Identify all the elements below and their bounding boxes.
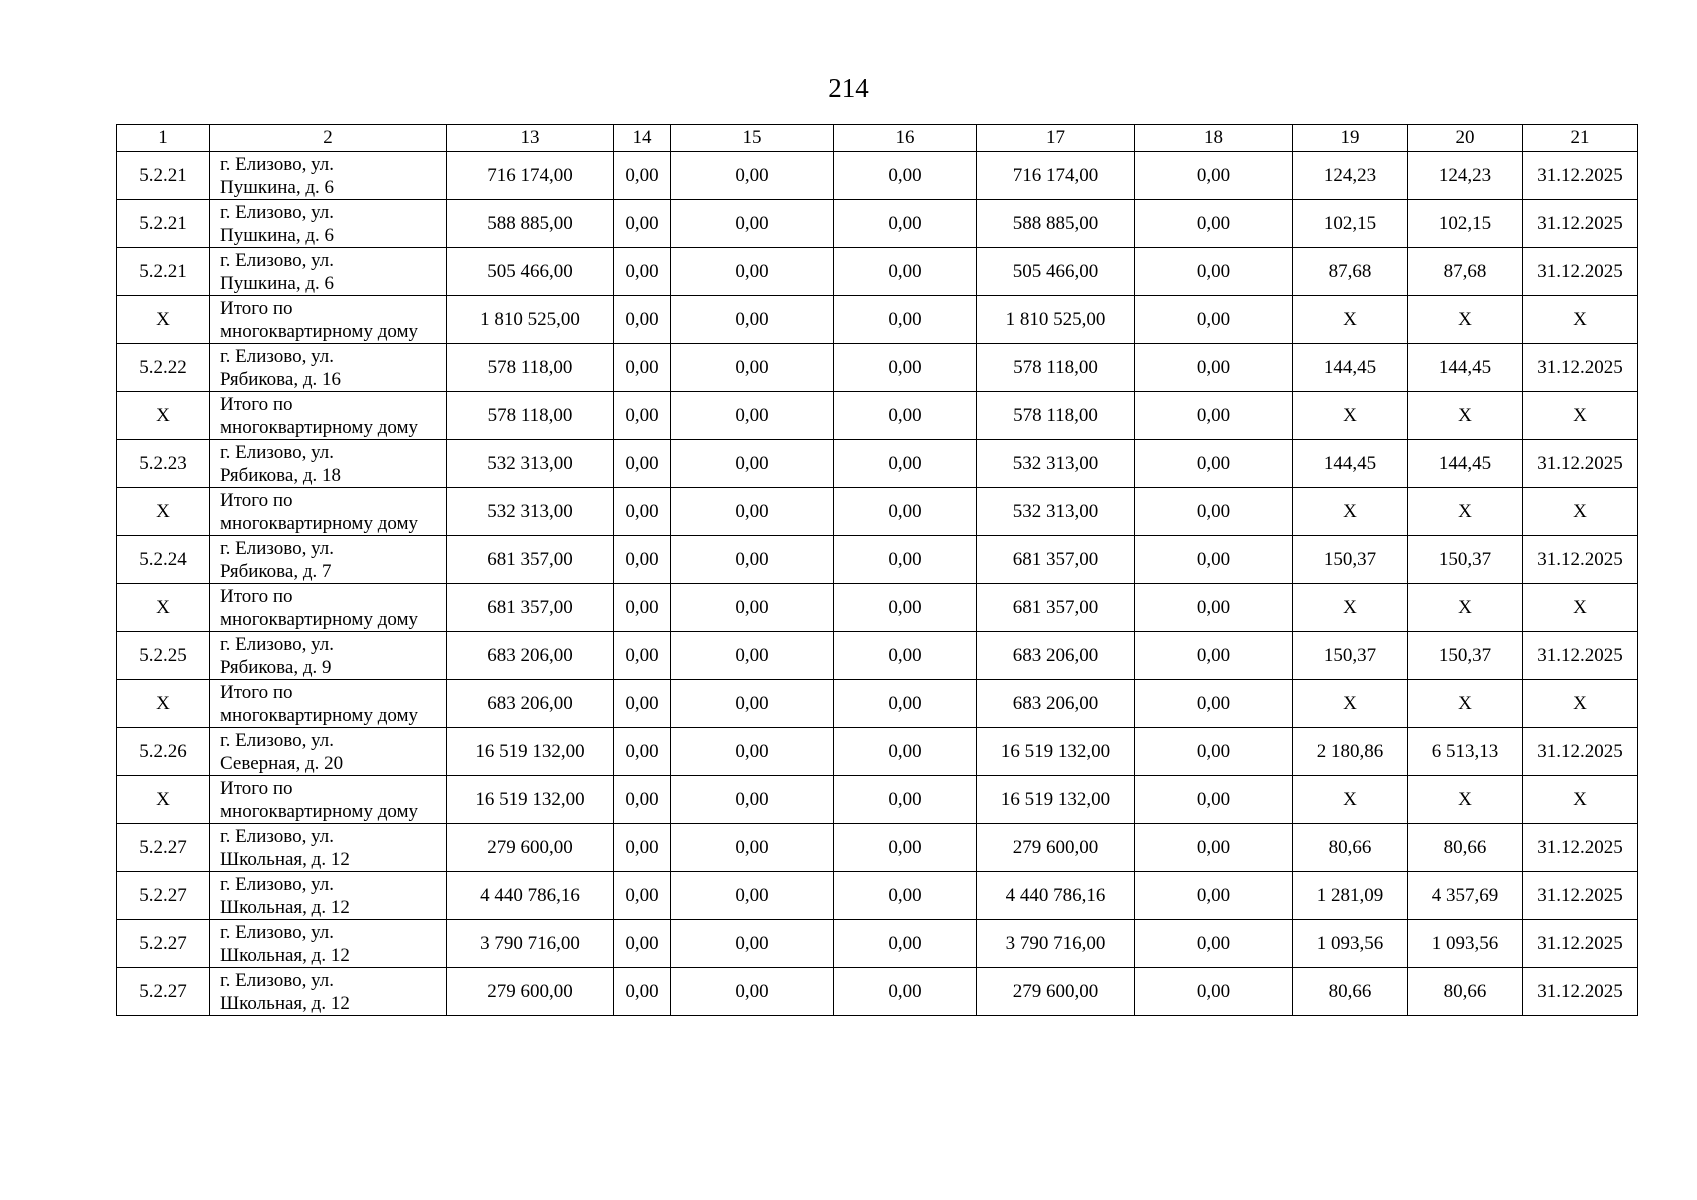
col13-cell: 716 174,00 (447, 152, 614, 200)
col17-cell: 505 466,00 (977, 248, 1135, 296)
address-line-2: Рябикова, д. 9 (220, 656, 332, 678)
row-number-cell: 5.2.27 (117, 920, 210, 968)
col20-cell: Х (1408, 584, 1523, 632)
col19-cell: Х (1293, 392, 1408, 440)
col14-cell: 0,00 (614, 920, 671, 968)
col21-cell: Х (1523, 392, 1638, 440)
address-cell (210, 440, 447, 488)
col21-cell: 31.12.2025 (1523, 536, 1638, 584)
col16-cell: 0,00 (834, 824, 977, 872)
col17-cell: 3 790 716,00 (977, 920, 1135, 968)
address-line-2: многоквартирному дому (220, 608, 419, 630)
address-line-1: г. Елизово, ул. (220, 201, 335, 223)
col17-cell: 279 600,00 (977, 824, 1135, 872)
col17-cell: 16 519 132,00 (977, 728, 1135, 776)
col18-cell: 0,00 (1135, 344, 1293, 392)
address-line-1: Итого по (220, 393, 293, 415)
col18-cell: 0,00 (1135, 872, 1293, 920)
col15-cell: 0,00 (671, 392, 834, 440)
col19-cell: 1 093,56 (1293, 920, 1408, 968)
address-line-1: Итого по (220, 681, 293, 703)
col21-cell: 31.12.2025 (1523, 632, 1638, 680)
col19-cell: Х (1293, 584, 1408, 632)
table-row (117, 872, 1638, 920)
col17-cell: 1 810 525,00 (977, 296, 1135, 344)
col18-cell: 0,00 (1135, 584, 1293, 632)
table-row (117, 776, 1638, 824)
col16-cell: 0,00 (834, 920, 977, 968)
address-cell (210, 968, 447, 1016)
col17-cell: 683 206,00 (977, 632, 1135, 680)
col13-cell: 588 885,00 (447, 200, 614, 248)
address-cell (210, 296, 447, 344)
table-row (117, 920, 1638, 968)
table-row (117, 392, 1638, 440)
address-line-2: Пушкина, д. 6 (220, 272, 335, 294)
col15-cell: 0,00 (671, 488, 834, 536)
col20-cell: 102,15 (1408, 200, 1523, 248)
table-row (117, 488, 1638, 536)
col15-cell: 0,00 (671, 584, 834, 632)
table-row (117, 536, 1638, 584)
address-line-1: г. Елизово, ул. (220, 825, 335, 847)
col15-cell: 0,00 (671, 248, 834, 296)
table-row (117, 440, 1638, 488)
table-row (117, 584, 1638, 632)
row-number-cell: 5.2.21 (117, 200, 210, 248)
address-cell (210, 824, 447, 872)
row-number-cell: Х (117, 584, 210, 632)
col13-cell: 16 519 132,00 (447, 776, 614, 824)
address-cell (210, 680, 447, 728)
col13-cell: 532 313,00 (447, 488, 614, 536)
row-number-cell: 5.2.26 (117, 728, 210, 776)
col17-cell: 532 313,00 (977, 440, 1135, 488)
col18-cell: 0,00 (1135, 632, 1293, 680)
col21-cell: Х (1523, 680, 1638, 728)
col18-cell: 0,00 (1135, 536, 1293, 584)
address-line-2: Школьная, д. 12 (220, 896, 350, 918)
col21-cell: 31.12.2025 (1523, 968, 1638, 1016)
col18-cell: 0,00 (1135, 776, 1293, 824)
column-header: 1 (117, 125, 210, 152)
col19-cell: 2 180,86 (1293, 728, 1408, 776)
col19-cell: 144,45 (1293, 344, 1408, 392)
col13-cell: 683 206,00 (447, 632, 614, 680)
col13-cell: 532 313,00 (447, 440, 614, 488)
col18-cell: 0,00 (1135, 248, 1293, 296)
col15-cell: 0,00 (671, 680, 834, 728)
col20-cell: 80,66 (1408, 968, 1523, 1016)
address-line-2: многоквартирному дому (220, 416, 419, 438)
col16-cell: 0,00 (834, 392, 977, 440)
col20-cell: Х (1408, 296, 1523, 344)
col17-cell: 16 519 132,00 (977, 776, 1135, 824)
table-row (117, 248, 1638, 296)
col15-cell: 0,00 (671, 440, 834, 488)
address-line-2: многоквартирному дому (220, 704, 419, 726)
address-line-2: Пушкина, д. 6 (220, 224, 335, 246)
col17-cell: 578 118,00 (977, 344, 1135, 392)
address-line-1: Итого по (220, 297, 293, 319)
address-line-2: Северная, д. 20 (220, 752, 344, 774)
address-line-1: г. Елизово, ул. (220, 249, 335, 271)
col21-cell: Х (1523, 488, 1638, 536)
col17-cell: 681 357,00 (977, 536, 1135, 584)
column-header: 14 (614, 125, 671, 152)
col18-cell: 0,00 (1135, 200, 1293, 248)
column-header: 15 (671, 125, 834, 152)
col21-cell: 31.12.2025 (1523, 440, 1638, 488)
col17-cell: 716 174,00 (977, 152, 1135, 200)
col14-cell: 0,00 (614, 728, 671, 776)
col13-cell: 4 440 786,16 (447, 872, 614, 920)
address-cell (210, 920, 447, 968)
address-line-1: г. Елизово, ул. (220, 729, 335, 751)
col15-cell: 0,00 (671, 728, 834, 776)
col16-cell: 0,00 (834, 968, 977, 1016)
col20-cell: 144,45 (1408, 440, 1523, 488)
col19-cell: 80,66 (1293, 968, 1408, 1016)
col15-cell: 0,00 (671, 152, 834, 200)
col15-cell: 0,00 (671, 920, 834, 968)
col20-cell: 150,37 (1408, 632, 1523, 680)
address-line-1: г. Елизово, ул. (220, 873, 335, 895)
address-line-1: г. Елизово, ул. (220, 921, 335, 943)
col14-cell: 0,00 (614, 200, 671, 248)
col18-cell: 0,00 (1135, 968, 1293, 1016)
col15-cell: 0,00 (671, 776, 834, 824)
col13-cell: 3 790 716,00 (447, 920, 614, 968)
col19-cell: Х (1293, 680, 1408, 728)
address-cell (210, 536, 447, 584)
table-row (117, 824, 1638, 872)
col20-cell: 124,23 (1408, 152, 1523, 200)
col14-cell: 0,00 (614, 296, 671, 344)
column-header: 2 (210, 125, 447, 152)
col15-cell: 0,00 (671, 200, 834, 248)
row-number-cell: Х (117, 776, 210, 824)
row-number-cell: Х (117, 488, 210, 536)
col19-cell: Х (1293, 296, 1408, 344)
row-number-cell: Х (117, 392, 210, 440)
table-row (117, 152, 1638, 200)
col21-cell: 31.12.2025 (1523, 728, 1638, 776)
col14-cell: 0,00 (614, 680, 671, 728)
col20-cell: Х (1408, 680, 1523, 728)
page-number: 214 (828, 73, 869, 103)
address-line-1: г. Елизово, ул. (220, 441, 335, 463)
col19-cell: 102,15 (1293, 200, 1408, 248)
col16-cell: 0,00 (834, 872, 977, 920)
col14-cell: 0,00 (614, 344, 671, 392)
col15-cell: 0,00 (671, 872, 834, 920)
address-cell (210, 392, 447, 440)
row-number-cell: 5.2.27 (117, 872, 210, 920)
column-header: 16 (834, 125, 977, 152)
address-line-2: Школьная, д. 12 (220, 944, 350, 966)
col14-cell: 0,00 (614, 632, 671, 680)
col20-cell: 144,45 (1408, 344, 1523, 392)
address-cell (210, 776, 447, 824)
col17-cell: 4 440 786,16 (977, 872, 1135, 920)
address-cell (210, 152, 447, 200)
address-cell (210, 248, 447, 296)
table-row (117, 680, 1638, 728)
col20-cell: 80,66 (1408, 824, 1523, 872)
address-line-1: г. Елизово, ул. (220, 153, 335, 175)
address-line-1: Итого по (220, 585, 293, 607)
address-line-2: Рябикова, д. 18 (220, 464, 342, 486)
col18-cell: 0,00 (1135, 488, 1293, 536)
col21-cell: Х (1523, 296, 1638, 344)
column-header: 17 (977, 125, 1135, 152)
col17-cell: 681 357,00 (977, 584, 1135, 632)
col13-cell: 578 118,00 (447, 344, 614, 392)
address-line-1: Итого по (220, 777, 293, 799)
col16-cell: 0,00 (834, 728, 977, 776)
col19-cell: Х (1293, 488, 1408, 536)
col19-cell: Х (1293, 776, 1408, 824)
row-number-cell: 5.2.21 (117, 152, 210, 200)
col16-cell: 0,00 (834, 584, 977, 632)
row-number-cell: 5.2.27 (117, 968, 210, 1016)
col21-cell: 31.12.2025 (1523, 200, 1638, 248)
table-row (117, 344, 1638, 392)
address-cell (210, 200, 447, 248)
col16-cell: 0,00 (834, 680, 977, 728)
col21-cell: 31.12.2025 (1523, 824, 1638, 872)
col13-cell: 681 357,00 (447, 584, 614, 632)
col15-cell: 0,00 (671, 632, 834, 680)
address-line-2: многоквартирному дому (220, 800, 419, 822)
row-number-cell: 5.2.25 (117, 632, 210, 680)
col18-cell: 0,00 (1135, 440, 1293, 488)
col21-cell: 31.12.2025 (1523, 920, 1638, 968)
col15-cell: 0,00 (671, 824, 834, 872)
col16-cell: 0,00 (834, 248, 977, 296)
address-line-1: г. Елизово, ул. (220, 345, 335, 367)
address-line-2: Пушкина, д. 6 (220, 176, 335, 198)
data-table (116, 124, 1638, 1016)
col18-cell: 0,00 (1135, 680, 1293, 728)
address-cell (210, 632, 447, 680)
row-number-cell: Х (117, 296, 210, 344)
col20-cell: 1 093,56 (1408, 920, 1523, 968)
col19-cell: 80,66 (1293, 824, 1408, 872)
col20-cell: Х (1408, 488, 1523, 536)
col14-cell: 0,00 (614, 872, 671, 920)
col16-cell: 0,00 (834, 536, 977, 584)
address-line-2: Рябикова, д. 7 (220, 560, 332, 582)
col16-cell: 0,00 (834, 152, 977, 200)
col21-cell: 31.12.2025 (1523, 872, 1638, 920)
col15-cell: 0,00 (671, 536, 834, 584)
column-header: 13 (447, 125, 614, 152)
col21-cell: 31.12.2025 (1523, 248, 1638, 296)
address-cell (210, 584, 447, 632)
col20-cell: 6 513,13 (1408, 728, 1523, 776)
col21-cell: Х (1523, 776, 1638, 824)
table-body (117, 125, 1638, 1016)
table-row (117, 296, 1638, 344)
address-line-1: г. Елизово, ул. (220, 969, 335, 991)
col21-cell: Х (1523, 584, 1638, 632)
col20-cell: Х (1408, 392, 1523, 440)
column-header: 21 (1523, 125, 1638, 152)
column-header: 19 (1293, 125, 1408, 152)
address-line-2: многоквартирному дому (220, 512, 419, 534)
col19-cell: 150,37 (1293, 632, 1408, 680)
col16-cell: 0,00 (834, 440, 977, 488)
col13-cell: 505 466,00 (447, 248, 614, 296)
row-number-cell: 5.2.22 (117, 344, 210, 392)
col14-cell: 0,00 (614, 440, 671, 488)
col16-cell: 0,00 (834, 776, 977, 824)
col13-cell: 279 600,00 (447, 968, 614, 1016)
col15-cell: 0,00 (671, 968, 834, 1016)
table-row (117, 200, 1638, 248)
col14-cell: 0,00 (614, 536, 671, 584)
col13-cell: 578 118,00 (447, 392, 614, 440)
col16-cell: 0,00 (834, 632, 977, 680)
col21-cell: 31.12.2025 (1523, 344, 1638, 392)
col18-cell: 0,00 (1135, 296, 1293, 344)
col13-cell: 16 519 132,00 (447, 728, 614, 776)
col16-cell: 0,00 (834, 344, 977, 392)
address-line-2: Школьная, д. 12 (220, 992, 350, 1014)
column-number-row (117, 125, 1638, 152)
col20-cell: 87,68 (1408, 248, 1523, 296)
col19-cell: 150,37 (1293, 536, 1408, 584)
col19-cell: 1 281,09 (1293, 872, 1408, 920)
col21-cell: 31.12.2025 (1523, 152, 1638, 200)
row-number-cell: 5.2.23 (117, 440, 210, 488)
table-row (117, 968, 1638, 1016)
col20-cell: Х (1408, 776, 1523, 824)
col13-cell: 683 206,00 (447, 680, 614, 728)
row-number-cell: Х (117, 680, 210, 728)
col15-cell: 0,00 (671, 344, 834, 392)
col16-cell: 0,00 (834, 200, 977, 248)
col13-cell: 1 810 525,00 (447, 296, 614, 344)
col14-cell: 0,00 (614, 488, 671, 536)
table-row (117, 632, 1638, 680)
address-line-2: Школьная, д. 12 (220, 848, 350, 870)
col20-cell: 150,37 (1408, 536, 1523, 584)
address-line-1: Итого по (220, 489, 293, 511)
col20-cell: 4 357,69 (1408, 872, 1523, 920)
row-number-cell: 5.2.24 (117, 536, 210, 584)
address-line-2: Рябикова, д. 16 (220, 368, 342, 390)
address-cell (210, 872, 447, 920)
table-row (117, 728, 1638, 776)
col14-cell: 0,00 (614, 392, 671, 440)
column-header: 18 (1135, 125, 1293, 152)
col18-cell: 0,00 (1135, 152, 1293, 200)
col18-cell: 0,00 (1135, 728, 1293, 776)
col17-cell: 279 600,00 (977, 968, 1135, 1016)
col18-cell: 0,00 (1135, 920, 1293, 968)
col19-cell: 87,68 (1293, 248, 1408, 296)
address-cell (210, 728, 447, 776)
col14-cell: 0,00 (614, 584, 671, 632)
col19-cell: 144,45 (1293, 440, 1408, 488)
row-number-cell: 5.2.27 (117, 824, 210, 872)
address-cell (210, 488, 447, 536)
col14-cell: 0,00 (614, 824, 671, 872)
col17-cell: 588 885,00 (977, 200, 1135, 248)
col17-cell: 532 313,00 (977, 488, 1135, 536)
col18-cell: 0,00 (1135, 392, 1293, 440)
col14-cell: 0,00 (614, 248, 671, 296)
address-cell (210, 344, 447, 392)
address-line-2: многоквартирному дому (220, 320, 419, 342)
address-line-1: г. Елизово, ул. (220, 537, 335, 559)
col17-cell: 683 206,00 (977, 680, 1135, 728)
col16-cell: 0,00 (834, 296, 977, 344)
col13-cell: 681 357,00 (447, 536, 614, 584)
row-number-cell: 5.2.21 (117, 248, 210, 296)
col13-cell: 279 600,00 (447, 824, 614, 872)
col17-cell: 578 118,00 (977, 392, 1135, 440)
col14-cell: 0,00 (614, 776, 671, 824)
col16-cell: 0,00 (834, 488, 977, 536)
address-line-1: г. Елизово, ул. (220, 633, 335, 655)
col15-cell: 0,00 (671, 296, 834, 344)
column-header: 20 (1408, 125, 1523, 152)
col14-cell: 0,00 (614, 152, 671, 200)
col14-cell: 0,00 (614, 968, 671, 1016)
col19-cell: 124,23 (1293, 152, 1408, 200)
col18-cell: 0,00 (1135, 824, 1293, 872)
